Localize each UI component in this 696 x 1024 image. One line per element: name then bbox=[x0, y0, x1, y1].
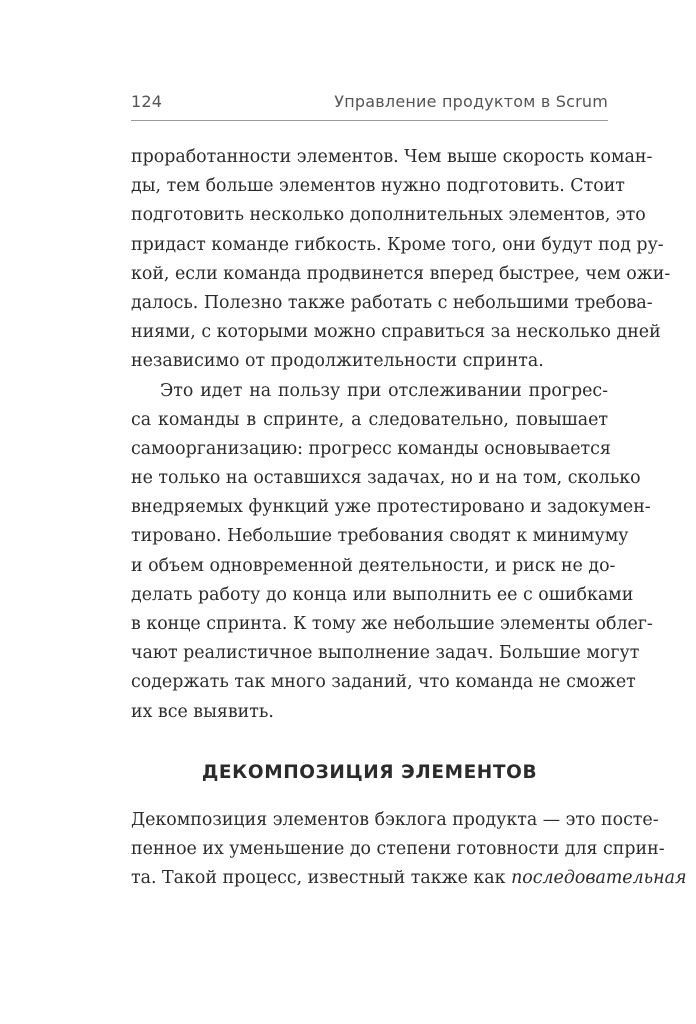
paragraph-2 bbox=[131, 377, 653, 727]
text-line: в конце спринта. К тому же небольшие элементы облег- bbox=[131, 614, 653, 634]
paragraph-3 bbox=[131, 806, 687, 894]
page-number: 124 bbox=[131, 92, 163, 111]
text-line: чают реалистичное выполнение задач. Большие могут bbox=[131, 643, 640, 664]
text-line: далось. Полезно также работать с небольшими требова- bbox=[131, 292, 653, 313]
text-line: делать работу до конца или выполнить ее с ошибками bbox=[131, 584, 634, 605]
section-heading: ДЕКОМПОЗИЦИЯ ЭЛЕМЕНТОВ bbox=[201, 762, 538, 783]
text-line: не только на оставшихся задачах, но и на том, сколько bbox=[131, 468, 641, 489]
text-line: Декомпозиция элементов бэклога продукта — это посте- bbox=[131, 810, 659, 830]
text-line: Это идет на пользу при отслеживании прогрес- bbox=[160, 380, 608, 401]
italic-term: последовательная bbox=[511, 868, 687, 889]
text-line: и объем одновременной деятельности, и риск не до- bbox=[131, 555, 616, 576]
text-line-mixed bbox=[131, 864, 687, 893]
body-text-section-1 bbox=[131, 143, 671, 727]
text-line: ниями, с которыми можно справиться за несколько дней bbox=[131, 322, 661, 343]
text-line: тировано. Небольшие требования сводят к минимуму bbox=[131, 526, 629, 547]
text-line: содержать так много заданий, что команда не сможет bbox=[131, 672, 636, 693]
book-title: Управление продуктом в Scrum bbox=[334, 92, 608, 111]
text-line: кой, если команда продвинется вперед быстрее, чем ожи- bbox=[131, 263, 671, 284]
text-line: придаст команде гибкость. Кроме того, они будут под ру- bbox=[131, 234, 664, 255]
text-line: подготовить несколько дополнительных элементов, это bbox=[131, 205, 646, 226]
paragraph-1 bbox=[131, 143, 671, 377]
text-line: ды, тем больше элементов нужно подготовить. Стоит bbox=[131, 176, 625, 197]
text-line: внедряемых функций уже протестировано и задокумен- bbox=[131, 497, 651, 518]
text-line: самоорганизацию: прогресс команды основывается bbox=[131, 438, 611, 459]
text-line: их все выявить. bbox=[131, 701, 274, 722]
header-divider bbox=[131, 120, 608, 121]
text-line: са команды в спринте, а следовательно, повышает bbox=[131, 409, 608, 430]
text-line: проработанности элементов. Чем выше скорость коман- bbox=[131, 147, 653, 167]
running-head bbox=[131, 92, 608, 118]
text-line: независимо от продолжительности спринта. bbox=[131, 351, 544, 372]
text-line: пенное их уменьшение до степени готовности для сприн- bbox=[131, 839, 665, 860]
text-fragment: та. Такой процесс, известный также как bbox=[131, 868, 512, 889]
body-text-section-2 bbox=[131, 806, 687, 894]
